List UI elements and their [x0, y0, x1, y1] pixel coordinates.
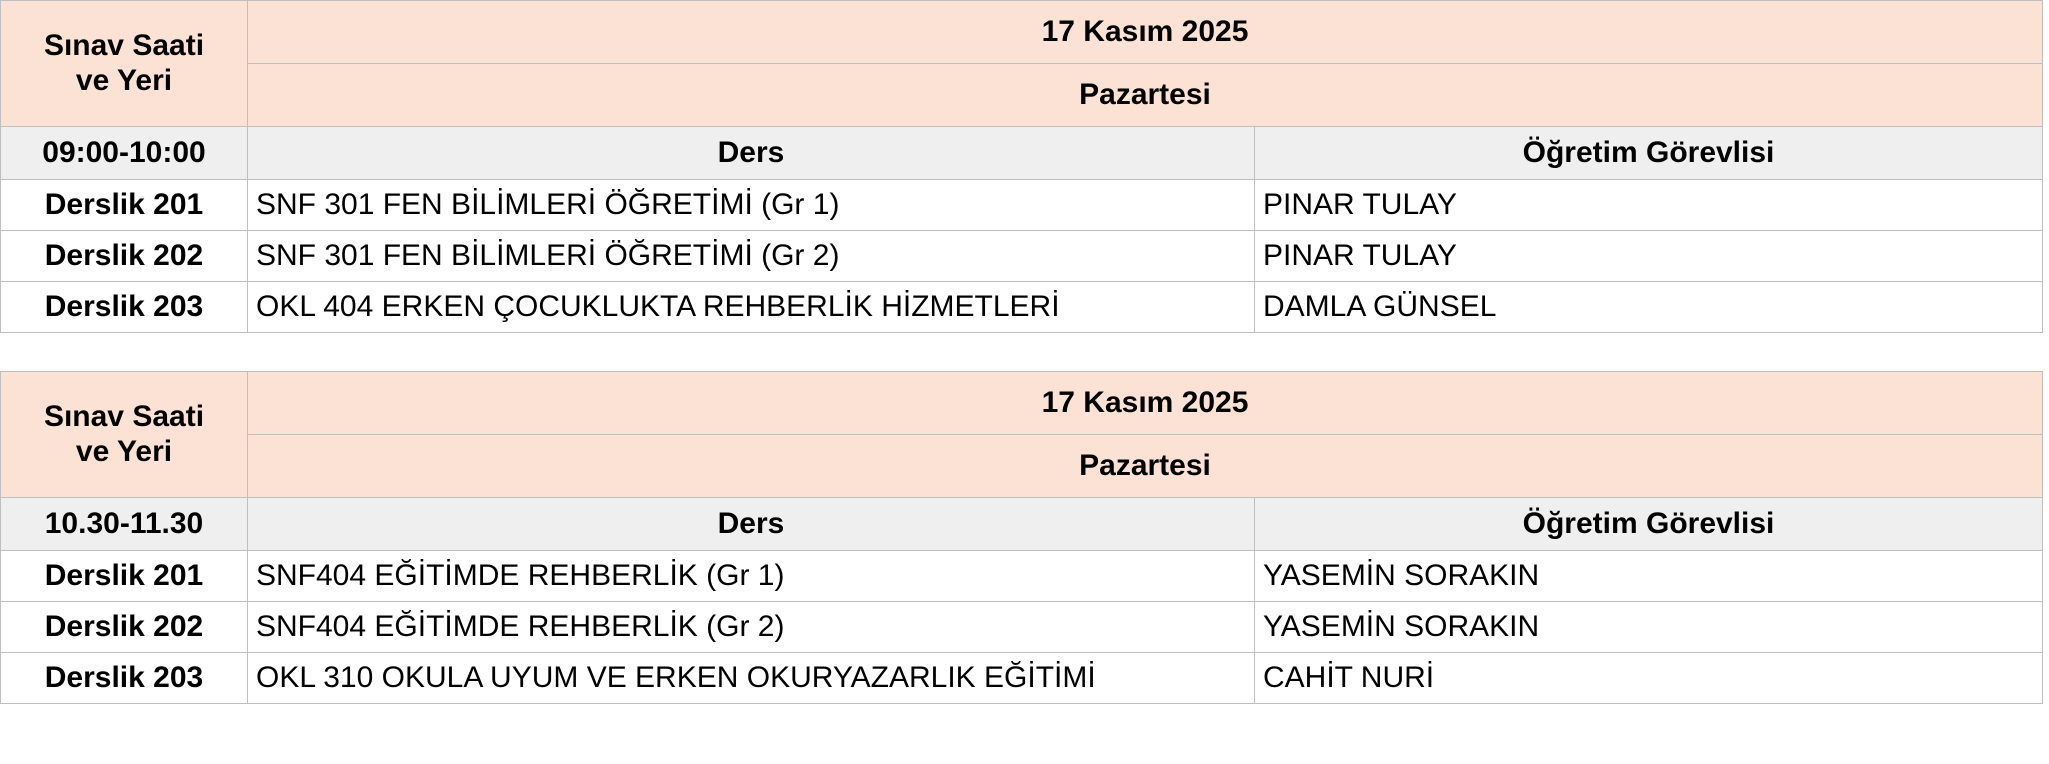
course-cell: SNF 301 FEN BİLİMLERİ ÖĞRETİMİ (Gr 2)	[248, 231, 1255, 282]
room-cell: Derslik 202	[1, 231, 248, 282]
table-header-date-row	[1, 372, 2043, 435]
exam-time-place-line1: Sınav Saati	[43, 400, 205, 433]
course-cell: OKL 310 OKULA UYUM VE ERKEN OKURYAZARLIK EĞİTİMİ	[248, 653, 1255, 704]
course-cell: SNF 301 FEN BİLİMLERİ ÖĞRETİMİ (Gr 1)	[248, 180, 1255, 231]
instructor-cell: CAHİT NURİ	[1255, 653, 2043, 704]
exam-time-slot: 09:00-10:00	[1, 127, 248, 180]
room-cell: Derslik 203	[1, 282, 248, 333]
exam-time-place-line2: ve Yeri	[75, 63, 173, 97]
instructor-cell: YASEMİN SORAKIN	[1255, 602, 2043, 653]
table-spacer	[0, 333, 2042, 371]
table-column-header-row	[1, 498, 2043, 551]
exam-day-header: Pazartesi	[248, 64, 2043, 127]
instructor-cell: DAMLA GÜNSEL	[1255, 282, 2043, 333]
table-row	[1, 551, 2043, 602]
table-header-day-row	[1, 435, 2043, 498]
exam-schedule-table-2	[0, 371, 2043, 704]
table-row	[1, 231, 2043, 282]
instructor-cell: PINAR TULAY	[1255, 231, 2043, 282]
column-header-instructor: Öğretim Görevlisi	[1255, 498, 2043, 551]
course-cell: SNF404 EĞİTİMDE REHBERLİK (Gr 2)	[248, 602, 1255, 653]
table-header-day-row	[1, 64, 2043, 127]
exam-time-place-header	[1, 1, 248, 127]
room-cell: Derslik 203	[1, 653, 248, 704]
exam-date-header: 17 Kasım 2025	[248, 1, 2043, 64]
exam-time-place-line2: ve Yeri	[75, 434, 173, 468]
room-cell: Derslik 202	[1, 602, 248, 653]
exam-day-header: Pazartesi	[248, 435, 2043, 498]
room-cell: Derslik 201	[1, 180, 248, 231]
table-row	[1, 282, 2043, 333]
course-cell: OKL 404 ERKEN ÇOCUKLUKTA REHBERLİK HİZMETLERİ	[248, 282, 1255, 333]
instructor-cell: PINAR TULAY	[1255, 180, 2043, 231]
table-header-date-row	[1, 1, 2043, 64]
exam-time-place-header	[1, 372, 248, 498]
room-cell: Derslik 201	[1, 551, 248, 602]
document-bottom-spacer	[0, 704, 2042, 746]
exam-time-slot: 10.30-11.30	[1, 498, 248, 551]
column-header-instructor: Öğretim Görevlisi	[1255, 127, 2043, 180]
table-row	[1, 602, 2043, 653]
instructor-cell: YASEMİN SORAKIN	[1255, 551, 2043, 602]
table-column-header-row	[1, 127, 2043, 180]
table-row	[1, 653, 2043, 704]
exam-date-header: 17 Kasım 2025	[248, 372, 2043, 435]
exam-time-place-line1: Sınav Saati	[43, 29, 205, 62]
column-header-course: Ders	[248, 498, 1255, 551]
table-row	[1, 180, 2043, 231]
exam-schedule-table-1	[0, 0, 2043, 333]
column-header-course: Ders	[248, 127, 1255, 180]
course-cell: SNF404 EĞİTİMDE REHBERLİK (Gr 1)	[248, 551, 1255, 602]
